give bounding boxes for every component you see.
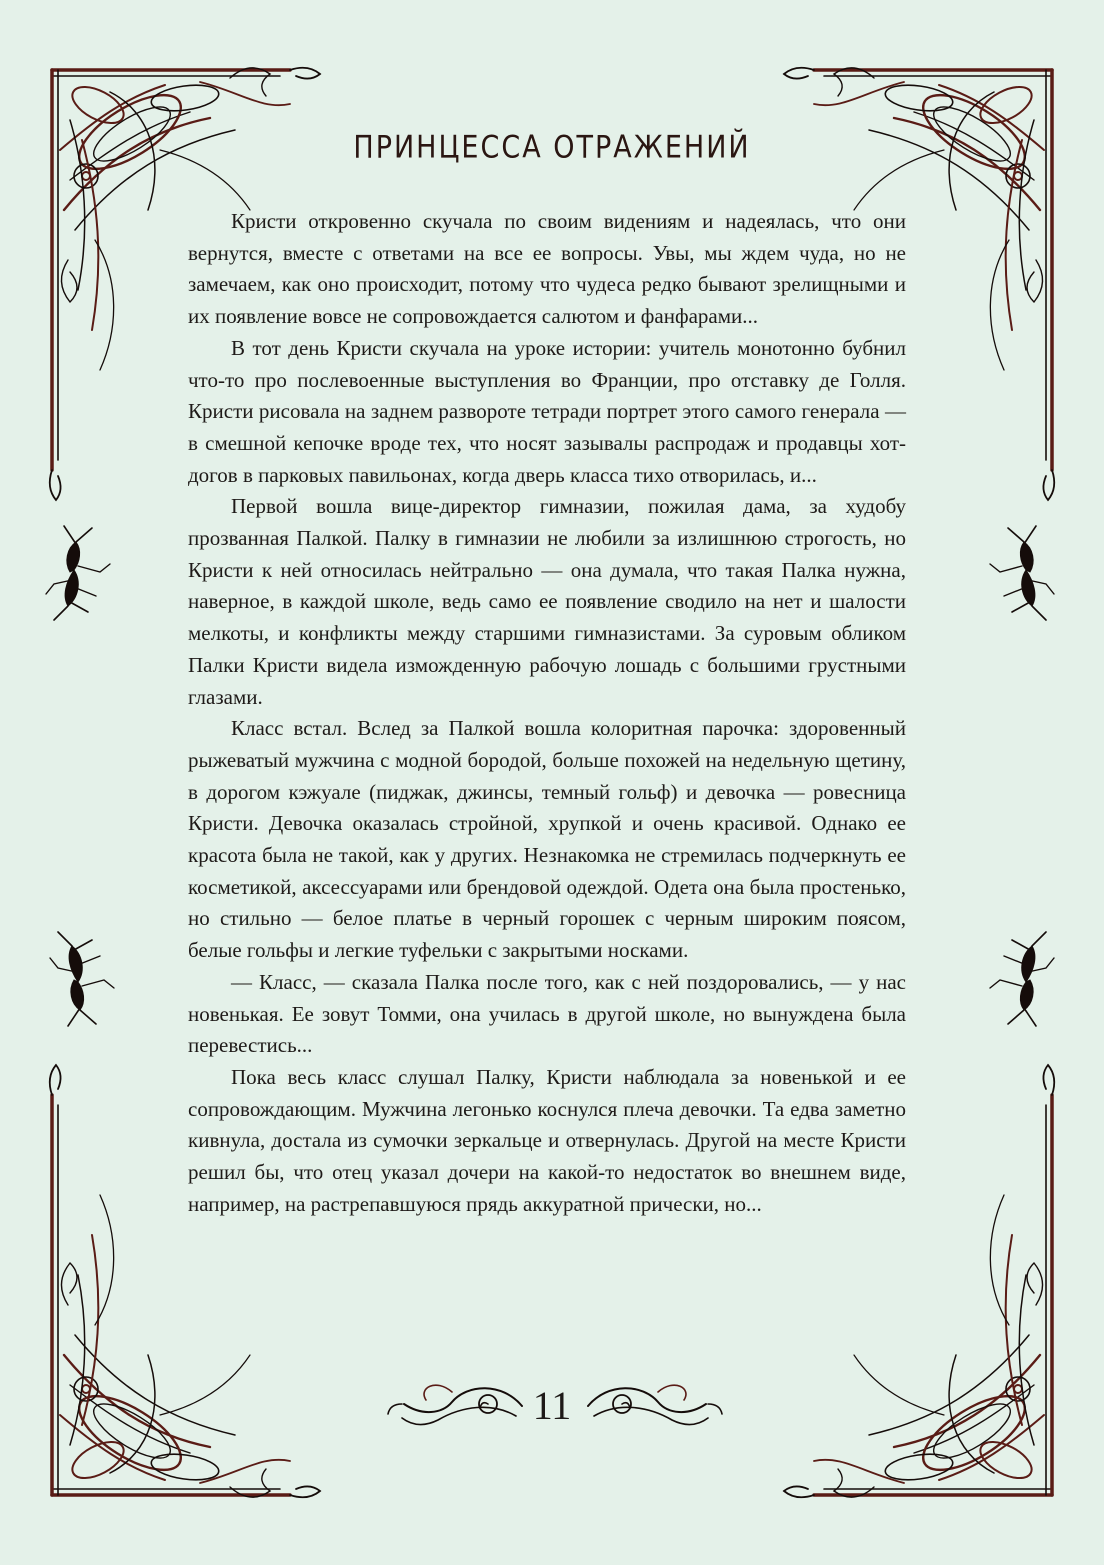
mantis-right-upper-icon	[990, 526, 1054, 620]
mantis-left-upper-icon	[46, 526, 110, 620]
paragraph-1: Кристи откровенно скучала по своим видениям и надеялась, что они вернутся, вместе с ответами на все ее вопросы. Увы, мы ждем чуда, но не замечаем, как оно происходит, потому что чудеса редко бывают зрелищными и их появление вовсе не сопровождается салютом и фанфарами...	[188, 209, 906, 329]
paragraph-5: — Класс, — сказала Палка после того, как с ней поздоровались, — у нас новенькая. Ее зовут Томми, она училась в другой школе, но вынуждена была перевестись...	[188, 969, 906, 1058]
paragraph-3: Первой вошла вице-директор гимназии, пожилая дама, за худобу прозванная Палкой. Палку в гимназии не любили за излишнюю строгость, но Кристи к ней относилась нейтрально — она думала, что такая Палка нужна, наверное, в каждой школе, ведь само ее появление сводило на нет и шалости мелкоты, и конфликты между старшими гимназистами. За суровым обликом Палки Кристи видела изможденную рабочую лошадь с большими грустными глазами.	[188, 494, 906, 709]
paragraph-2: В тот день Кристи скучала на уроке истории: учитель монотонно бубнил что-то про послевоенные выступления во Франции, про отставку де Голля. Кристи рисовала на заднем развороте тетради портрет этого самого генерала — в смешной кепочке вроде тех, что носят зазывалы распродаж и продавцы хот-догов в парковых павильонах, когда дверь класса тихо отворилась, и...	[188, 335, 906, 487]
paragraph-4: Класс встал. Вслед за Палкой вошла колоритная парочка: здоровенный рыжеватый мужчина с модной бородой, больше похожей на недельную щетину, в дорогом кэжуале (пиджак, джинсы, темный гольф) и девочка — ровесница Кристи. Девочка оказалась стройной, хрупкой и очень красивой. Однако ее красота была не такой, как у других. Незнакомка не стремилась подчеркнуть ее косметикой, аксессуарами или брендовой одеждой. Одета она была простенько, но стильно — белое платье в черный горошек с черным широким поясом, белые гольфы и легкие туфельки с закрытыми носками.	[188, 716, 906, 963]
page-number: 11	[532, 1383, 572, 1428]
paragraph-6: Пока весь класс слушал Палку, Кристи наблюдала за новенькой и ее сопровождающим. Мужчина легонько коснулся плеча девочки. Та едва заметно кивнула, достала из сумочки зеркальце и отвернулась. Другой на месте Кристи решил бы, что отец указал дочери на какой-то недостаток во внешнем виде, например, на растрепавшуюся прядь аккуратной прически, но...	[188, 1064, 906, 1216]
mantis-right-lower-icon	[990, 932, 1054, 1026]
mantis-left-lower-icon	[50, 932, 114, 1026]
running-head-title: ПРИНЦЕССА ОТРАЖЕНИЙ	[353, 129, 751, 166]
body-text	[188, 206, 906, 1221]
